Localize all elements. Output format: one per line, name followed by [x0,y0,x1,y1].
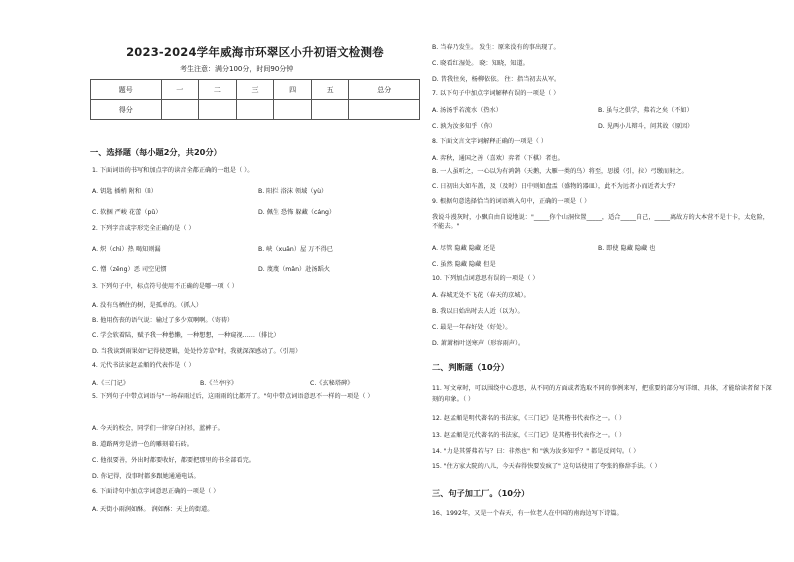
option: B. 即使 隐藏 隐藏 也 [598,245,656,252]
option: D. 当我读到雨果如"记得使逻辑，处处怜芳草"时，我就深深感动了。（引用） [92,348,302,355]
question-text: 15. "住方家大院的八儿，今天春得快要发疯了" 这句话使用了夸张的修辞手法。（ ） [432,463,661,470]
question-text: 14. "力是其誓弗若与？曰：非然也" 和 "孰为汝多知乎？" 都是反问句。（ ） [432,448,640,455]
option: D. 见两小儿辩斗，问其故（原因） [598,123,694,130]
score-cell: 总分 [349,80,420,100]
score-cell [349,100,420,120]
option: A. 天街小雨润如酥。 润如酥：天上的街道。 [92,506,214,513]
option: C. 晓看红湿处。 晓：知晓，知道。 [432,60,529,67]
question-text: 13. 赵孟頫是元代著名的书法家，《三门记》是其楷书代表作之一。（ ） [432,432,626,439]
question-text: 9. 根据句意选择恰当的词语填入句中，正确的一项是（ ） [432,198,591,205]
question-text: 12. 赵孟頫是明代著名的书法家，《三门记》是其楷书代表作之一。（ ） [432,415,626,422]
option: C. 憎（zēng）恶 司空见惯 [92,266,167,273]
score-cell: 一 [161,80,199,100]
score-cell: 五 [311,80,349,100]
question-text: 8. 下面文言文字词解释正确的一项是（ ） [432,138,548,145]
option: B. 阳拦 浴沫 领域（yù） [258,188,328,195]
option: C.《玄秘塔碑》 [310,380,354,387]
question-text: 6. 下面诗句中加点字词意思正确的一项是（ ） [92,488,220,495]
option: A. 今天的校会，同学们一律穿白衬衫，蓝裤子。 [92,425,224,432]
score-cell: 四 [274,80,312,100]
question-text: 1. 下面词语的书写和加点字的读音全都正确的一组是（ ）。 [92,167,254,174]
option: C. 日初出大如车盖，及（及时）日中则如盘盂（盛物的器皿），此不为远者小而近者大乎？ [432,183,679,190]
score-cell [161,100,199,120]
option: D. 昔我往矣，杨柳依依。 往：指当初去从军。 [432,76,561,83]
option: D. 佩生 恐怖 躲藏（cáng） [258,209,336,216]
score-cell: 三 [236,80,274,100]
question-text: 4. 元代书法家赵孟頫的代表作是（ ） [92,362,195,369]
option: A. 春城无处不飞花（春天的京城）。 [432,292,530,299]
option: A. 汤汤乎若流水（热水） [432,107,502,114]
score-value-row [91,100,420,120]
question-text: 16、1992年，又是一个春天，有一位老人在中国的南海边写下诗篇。 [432,510,623,517]
option: C. 他很要善，外出时都要收好，都要把那里的书全部看完。 [92,457,255,464]
exam-notice: 考生注意：满分100分，时间90分钟 [180,65,294,73]
option: B. 道路两旁是清一色的雕刻着石砖。 [92,441,193,448]
score-cell [236,100,274,120]
option: A. 炽（chì）热 喝知则漏 [92,246,161,253]
option: C. 软捆 严峻 花蕾（pǔ） [92,209,162,216]
option: C. 学会软着陆，赋予我一种愁懒，一种想想，一种窥视……（排比） [92,332,280,339]
section-heading: 二、判断题（10分） [432,362,509,372]
option: B. 峡（xuān）屋 万不得已 [258,246,333,253]
score-cell [199,100,237,120]
score-header-row [91,80,420,100]
question-text: 5. 下列句子中带点词语与"一场春雨过后，这雨雨的比都开了。"句中带点词语意思不一样的一项是（ ） [92,393,374,400]
exam-title: 2023-2024学年威海市环翠区小升初语文检测卷 [126,45,384,59]
question-text: 3. 下列句子中，标点符号使用不正确的是哪一项（ ） [92,283,238,290]
option: B. 当春乃发生。 发生：原来没有的事出现了。 [432,44,560,51]
score-table [90,79,420,120]
section-heading: 一、选择题（每小题2分，共20分） [90,147,222,157]
score-cell: 得分 [91,100,162,120]
option: A. 没有鸟栖住的树，是孤单的。（抓人） [92,302,203,309]
option: C. 最是一年春好处（好处）。 [432,324,512,331]
option: D. 你记得，没事时都多跟她通通电话。 [92,473,200,480]
option: C. 虽然 隐藏 隐藏 但是 [432,261,496,268]
score-cell: 二 [199,80,237,100]
option: C. 孰为汝多知乎（你） [432,123,496,130]
option: A.《三门记》 [92,380,130,387]
option: B. 虽与之俱学，弗若之矣（不如） [598,107,693,114]
question-text: 11. 写文章时，可以围绕中心意思，从不同的方面或者选取不同的事例来写，把重要的部分写详细、具体，才能给读者留下深刻的印象。（ ） [432,385,772,403]
question-text: 我说斗漫灰时，小飘自由自说地说："_____你个山洞位置_____，适合_____自己，_____离故方的大本营不是十卡，太危险，不能去。" [432,214,769,230]
question-text: 10. 下列加点词意思有误的一项是（ ） [432,275,539,282]
option: B. 一人虽听之，一心以为有鸿鹄（天鹅，大雁一类的鸟）将至，思援（引，拉）弓缴而射之。 [432,168,688,175]
question-text: 7. 以下句子中加点字词解释有误的一项是（ ） [432,90,560,97]
option: B.《兰亭序》 [200,380,238,387]
option: A. 弈秋，通国之善（喜欢）弈者（下棋）者也。 [432,155,564,162]
option: B. 他用伤丧的语气说：输过了多少双啊啊。（寄祷） [92,317,234,324]
option: D. 蔑蔑（mǎn）赴汤蹈火 [258,266,330,273]
score-cell: 题号 [91,80,162,100]
option: D. 萧萧梧叶送寒声（形容雨声）。 [432,340,525,347]
question-text: 2. 下列字音或字形完全正确的是（ ） [92,225,195,232]
option: B. 我以日始出时去人近（以为）。 [432,308,524,315]
score-cell [311,100,349,120]
option: A. 钥匙 插梢 附和（lì） [92,188,157,195]
score-cell [274,100,312,120]
section-heading: 三、句子加工厂。（10分） [432,488,530,498]
option: A. 尽管 隐藏 隐藏 还是 [432,245,496,252]
